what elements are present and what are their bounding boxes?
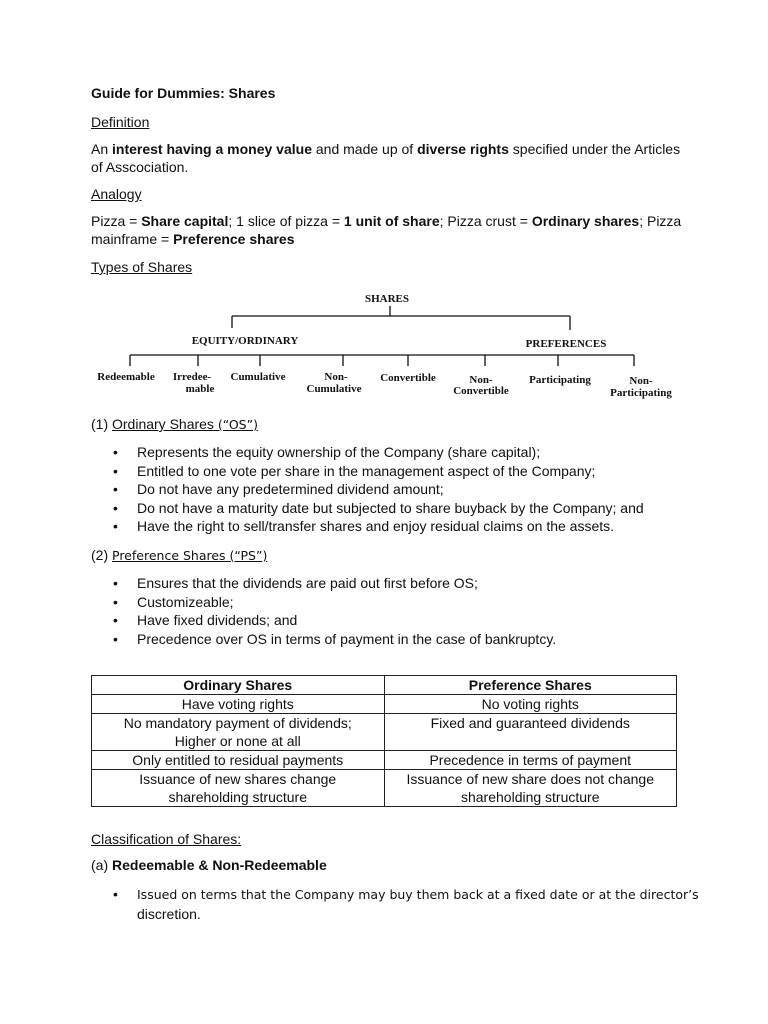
definition-text-part: and made up of <box>311 141 418 157</box>
table-header-cell: Preference Shares <box>384 676 677 695</box>
cell-line: Issuance of new shares change <box>139 771 337 787</box>
section-abbr: (“OS”) <box>213 417 258 432</box>
types-heading: Types of Shares <box>91 259 193 275</box>
tree-leaf-label: Participating <box>529 374 591 386</box>
ordinary-shares-heading <box>91 415 258 434</box>
list-item: • Customizeable; <box>91 593 731 612</box>
comparison-table <box>91 675 677 807</box>
list-item: • Precedence over OS in terms of payment in the case of bankruptcy. <box>91 630 731 649</box>
tree-leaf-label: mable <box>185 383 215 395</box>
table-cell <box>92 714 385 751</box>
list-item: • Have fixed dividends; and <box>91 611 731 630</box>
tree-root-label: SHARES <box>364 293 410 305</box>
analogy-text-part: ; Pizza <box>639 213 682 229</box>
analogy-bold-part: 1 unit of share <box>343 213 440 229</box>
section-title: Ordinary Shares <box>112 416 214 432</box>
tree-leaf-label: Participating <box>610 387 672 399</box>
list-item: • Have the right to sell/transfer shares and enjoy residual claims on the assets. <box>91 517 731 536</box>
cell-line: Only entitled to residual payments <box>132 752 344 768</box>
tree-preference-label: PREFERENCES <box>525 338 607 350</box>
table-header-cell: Ordinary Shares <box>92 676 385 695</box>
tree-equity-label: EQUITY/ORDINARY <box>191 335 299 347</box>
preference-shares-heading <box>91 546 267 565</box>
cell-line: Precedence in terms of payment <box>429 752 632 768</box>
section-title: Preference Shares (“PS”) <box>112 548 268 563</box>
tree-leaf-label: Non- <box>324 371 348 383</box>
analogy-bold-part: Share capital <box>141 213 229 229</box>
definition-text-part: An <box>91 141 113 157</box>
table-cell <box>92 770 385 807</box>
list-item: • Do not have a maturity date but subjected to share buyback by the Company; and <box>91 499 731 518</box>
classification-heading: Classification of Shares: <box>91 831 242 847</box>
cell-line: shareholding structure <box>168 789 308 805</box>
preference-shares-list <box>91 574 731 648</box>
share-types-tree <box>90 286 680 406</box>
analogy-heading: Analogy <box>91 186 142 202</box>
analogy-text <box>91 212 681 248</box>
definition-text-part: specified under the Articles <box>508 141 681 157</box>
list-item: • Represents the equity ownership of the Company (share capital); <box>91 443 731 462</box>
table-row <box>92 714 677 751</box>
tree-leaf-label: Non- <box>629 375 653 387</box>
page-title: Guide for Dummies: Shares <box>91 85 276 101</box>
table-header-row <box>92 676 677 695</box>
tree-leaf-label: Cumulative <box>306 383 362 395</box>
table-cell <box>384 770 677 807</box>
definition-heading: Definition <box>91 114 150 130</box>
list-item: • Do not have any predetermined dividend amount; <box>91 480 731 499</box>
analogy-bold-part: Preference shares <box>173 231 295 247</box>
cell-line: No voting rights <box>481 696 579 712</box>
definition-bold-part: diverse rights <box>417 141 509 157</box>
list-item <box>91 885 731 923</box>
tree-leaf-label: Redeemable <box>97 371 155 383</box>
definition-bold-part: interest having a money value <box>112 141 312 157</box>
section-number: (a) <box>91 857 112 873</box>
tree-leaf-label: Cumulative <box>230 371 286 383</box>
tree-leaf-label: Irredee- <box>172 371 212 383</box>
cell-line: Higher or none at all <box>174 733 301 749</box>
table-cell <box>92 751 385 770</box>
tree-leaf-label: Non- <box>469 374 493 386</box>
cell-line: Have voting rights <box>181 696 294 712</box>
tree-leaf-label: Convertible <box>453 385 509 397</box>
table-row <box>92 695 677 714</box>
table-row <box>92 751 677 770</box>
redeemable-heading <box>91 856 327 874</box>
redeemable-list <box>91 885 731 923</box>
table-cell <box>384 714 677 751</box>
table-cell <box>384 695 677 714</box>
list-item: • Entitled to one vote per share in the management aspect of the Company; <box>91 462 731 481</box>
section-number: (2) <box>91 547 112 563</box>
cell-line: Fixed and guaranteed dividends <box>430 715 630 731</box>
analogy-bold-part: Ordinary shares <box>531 213 640 229</box>
list-item: • Ensures that the dividends are paid out first before OS; <box>91 574 731 593</box>
analogy-text-part: ; Pizza crust = <box>439 213 532 229</box>
analogy-text-part: mainframe = <box>91 231 174 247</box>
list-item-line: discretion. <box>137 905 201 922</box>
definition-text <box>91 140 680 176</box>
cell-line: Issuance of new share does not change <box>406 771 654 787</box>
analogy-text-part: ; 1 slice of pizza = <box>228 213 344 229</box>
cell-line: shareholding structure <box>460 789 600 805</box>
cell-line: No mandatory payment of dividends; <box>123 715 352 731</box>
ordinary-shares-list <box>91 443 731 536</box>
table-row <box>92 770 677 807</box>
section-title: Redeemable & Non-Redeemable <box>112 857 327 873</box>
section-number: (1) <box>91 416 112 432</box>
table-cell <box>384 751 677 770</box>
analogy-text-part: Pizza = <box>91 213 142 229</box>
tree-leaf-label: Convertible <box>380 372 436 384</box>
list-item-line: Issued on terms that the Company may buy them back at a fixed date or at the director’s <box>137 887 699 902</box>
table-cell <box>92 695 385 714</box>
definition-text-part: of Asscociation. <box>91 159 189 175</box>
